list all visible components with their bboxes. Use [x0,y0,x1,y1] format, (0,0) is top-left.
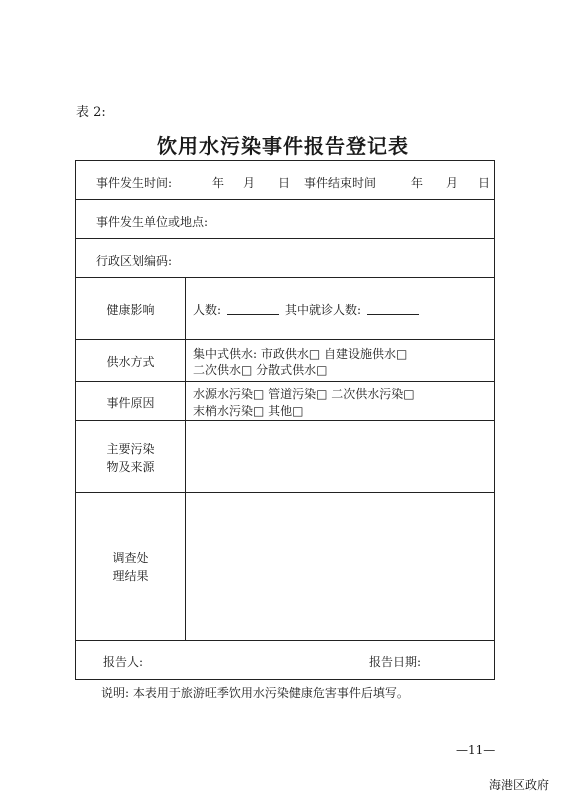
reporter-label: 报告人: [103,655,144,669]
cause-options-line1[interactable]: 水源水污染□ 管道污染□ 二次供水污染□ [193,387,415,401]
event-end-month: 月 [446,176,459,190]
row-divider [76,238,494,239]
water-supply-label: 供水方式 [106,355,155,369]
cause-label: 事件原因 [106,396,155,410]
people-count-field[interactable] [227,303,279,315]
table-label: 表 2: [76,105,106,120]
report-date-label: 报告日期: [369,655,422,669]
row-divider [76,640,494,641]
region-code-label: 行政区划编码: [96,254,173,268]
registration-form [75,160,495,680]
investigation-label-line2: 理结果 [112,569,149,583]
page-number: —11— [456,743,496,757]
event-end-day: 日 [478,176,491,190]
column-divider [185,277,186,640]
event-start-month: 月 [243,176,256,190]
form-title: 饮用水污染事件报告登记表 [157,134,409,158]
unit-location-label: 事件发生单位或地点: [96,215,209,229]
clinic-count-label: 其中就诊人数: [285,303,362,317]
people-count-label: 人数: [193,303,222,317]
event-end-year: 年 [411,176,424,190]
pollutants-field[interactable] [188,423,491,489]
investigation-label-line1: 调查处 [112,551,149,565]
event-end-label: 事件结束时间 [304,176,377,190]
event-start-day: 日 [278,176,291,190]
row-divider [76,339,494,340]
row-divider [76,492,494,493]
row-divider [76,420,494,421]
row-divider [76,277,494,278]
cause-options-line2[interactable]: 末梢水污染□ 其他□ [193,404,304,418]
pollutants-label-line1: 主要污染 [106,442,155,456]
watermark: 海港区政府 [489,778,550,792]
investigation-field[interactable] [188,495,491,637]
clinic-count-field[interactable] [367,303,419,315]
row-divider [76,199,494,200]
event-start-year: 年 [212,176,225,190]
health-impact-label: 健康影响 [106,303,155,317]
event-start-label: 事件发生时间: [96,176,173,190]
health-impact-fields [193,301,425,318]
water-supply-options-line2[interactable]: 二次供水□ 分散式供水□ [193,363,328,377]
pollutants-label-line2: 物及来源 [106,460,155,474]
form-note: 说明: 本表用于旅游旺季饮用水污染健康危害事件后填写。 [101,686,409,700]
row-divider [76,381,494,382]
water-supply-options-line1[interactable]: 集中式供水: 市政供水□ 自建设施供水□ [193,347,408,361]
